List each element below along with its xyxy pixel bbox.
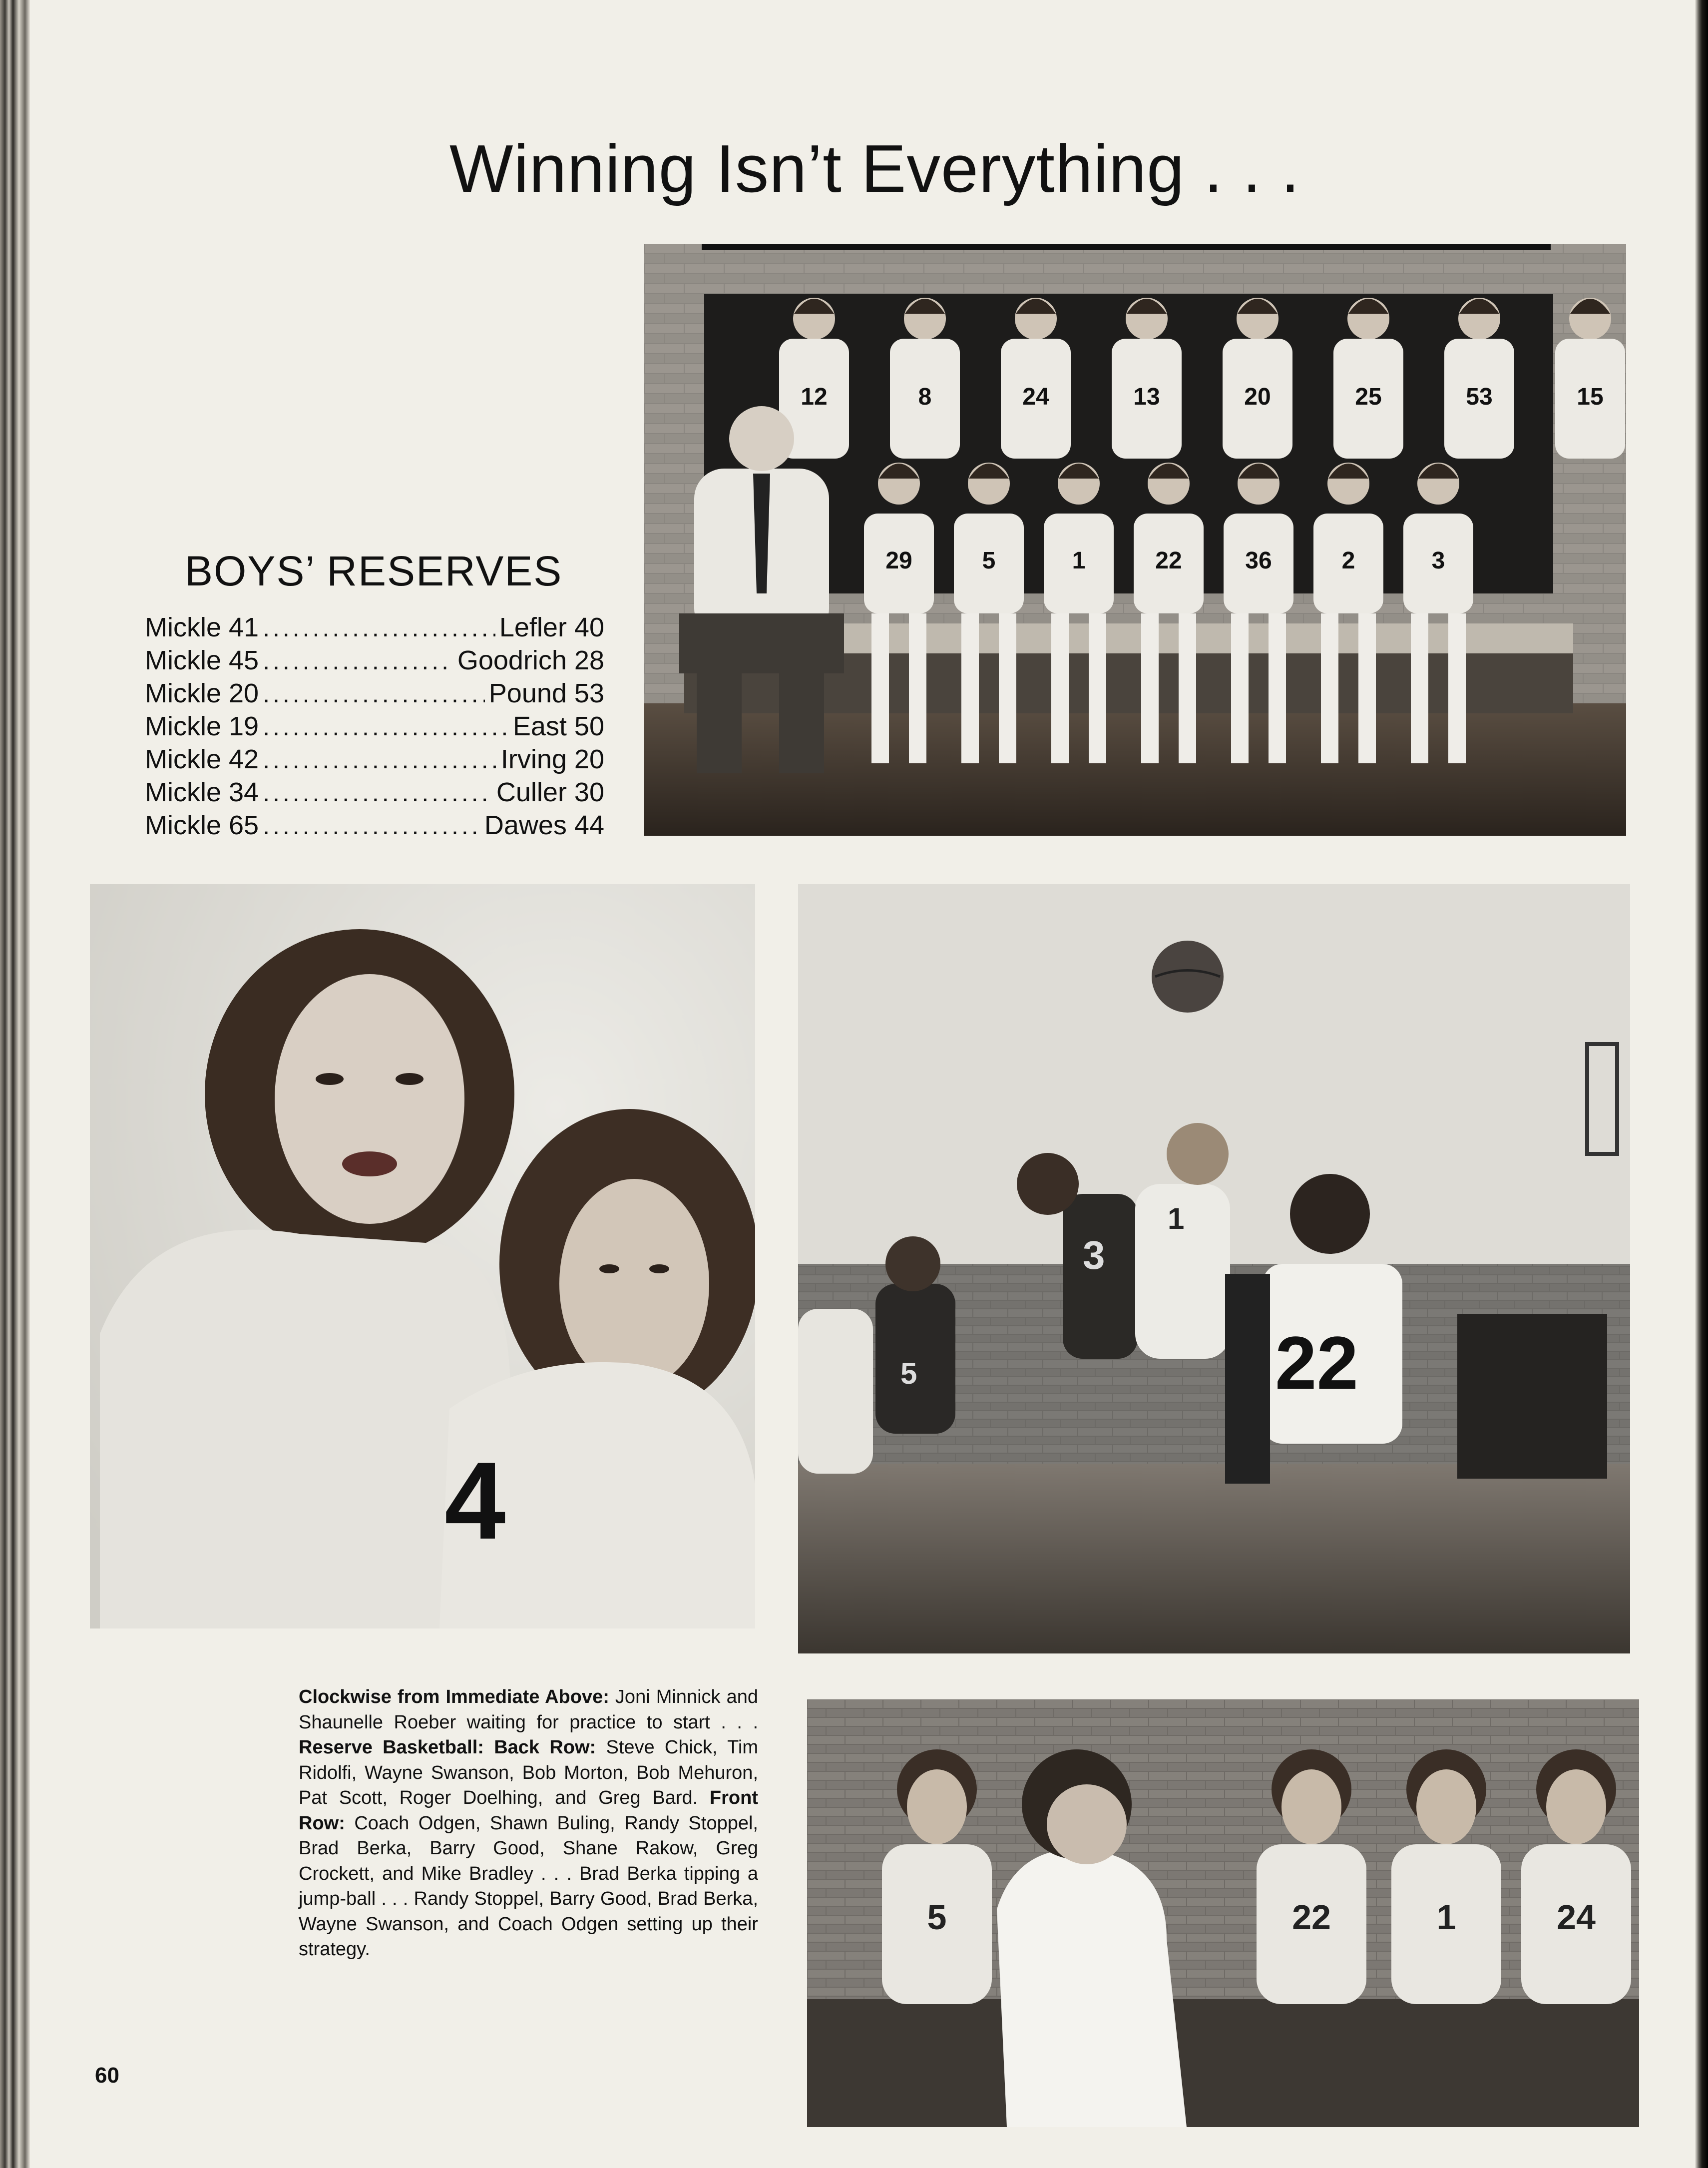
- team-score: Mickle 19: [145, 711, 259, 741]
- opponent-score: East 50: [512, 711, 604, 741]
- player-leg: [1269, 613, 1286, 763]
- page-title: Winning Isn’t Everything . . .: [449, 131, 1300, 206]
- jersey-number: 2: [1341, 547, 1355, 574]
- team-score: Mickle 34: [145, 777, 259, 807]
- team-photo: [644, 244, 1626, 836]
- opponent-score: Lefler 40: [499, 612, 604, 642]
- scores-table: [145, 612, 604, 843]
- jersey-3: 3: [1083, 1233, 1105, 1277]
- jersey-number: 53: [1466, 384, 1493, 410]
- player-face: [1416, 1769, 1476, 1844]
- reserves-heading: BOYS’ RESERVES: [185, 547, 563, 594]
- jersey-number: 3: [1431, 547, 1445, 574]
- jersey-number: 15: [1577, 384, 1604, 410]
- dot-leader: [263, 778, 492, 807]
- team-score: Mickle 42: [145, 744, 259, 774]
- player-face: [907, 1769, 967, 1844]
- caption-text: Steve Chick, Tim Ridolfi, Wayne Swanson, Bob Morton, Bob Mehuron, Pat Scott, Roger Doelhing, and Greg Bard.: [299, 1737, 758, 1808]
- score-row: [145, 777, 604, 810]
- player-leg: [1231, 613, 1249, 763]
- player-leg: [1411, 613, 1428, 763]
- player: [1391, 1749, 1501, 2004]
- opponent-score: Culler 30: [496, 777, 604, 807]
- page-number: 60: [95, 2063, 119, 2088]
- score-row: [145, 678, 604, 711]
- jersey-number: 12: [801, 384, 828, 410]
- girls-photo: [90, 884, 755, 1628]
- caption-label: Clockwise from Immediate Above:: [299, 1686, 609, 1707]
- player: [1257, 1749, 1366, 2004]
- team-score: Mickle 41: [145, 612, 259, 642]
- player: [882, 1749, 992, 2004]
- team-score: Mickle 65: [145, 810, 259, 840]
- score-row: [145, 711, 604, 744]
- page-edge: [1695, 0, 1708, 2168]
- huddle-photo: [807, 1699, 1639, 2127]
- player-face: [1546, 1769, 1606, 1844]
- jersey-number: 24: [1557, 1898, 1596, 1937]
- player-leg: [961, 613, 979, 763]
- jersey-number: 24: [1022, 384, 1049, 410]
- caption-text: Coach Odgen, Shawn Buling, Randy Stoppel, Brad Berka, Barry Good, Shane Rakow, Greg Crockett, and Mike Bradley . . . Brad Berka tipping a jump-ball . . . Randy Stoppel, Barry Good, Brad Berka, Wayne Swanson, and Coach Odgen setting up their strategy.: [299, 1812, 758, 1960]
- jumpball-photo: [798, 884, 1630, 1653]
- opponent-score: Goodrich 28: [457, 645, 604, 675]
- player-leg: [999, 613, 1016, 763]
- dot-leader: [263, 679, 485, 708]
- jersey-number: 13: [1133, 384, 1160, 410]
- player-leg: [871, 613, 889, 763]
- jersey-number: 29: [885, 547, 912, 574]
- score-row: [145, 744, 604, 777]
- dot-leader: [263, 646, 453, 675]
- jersey-number: 5: [927, 1898, 947, 1937]
- photo-caption: [299, 1684, 758, 1962]
- player: [1521, 1749, 1631, 2004]
- player-leg: [1321, 613, 1338, 763]
- dot-leader: [263, 745, 497, 774]
- dot-leader: [263, 811, 480, 840]
- jersey-number: 22: [1155, 547, 1182, 574]
- player-face: [1281, 1769, 1341, 1844]
- jersey-22: 22: [1275, 1321, 1358, 1405]
- opponent-score: Dawes 44: [484, 810, 604, 840]
- girl-jersey-number: 4: [444, 1439, 506, 1562]
- player-leg: [1089, 613, 1106, 763]
- team-score: Mickle 20: [145, 678, 259, 708]
- caption-label: Reserve Basketball: Back Row:: [299, 1737, 596, 1758]
- player-leg: [1448, 613, 1466, 763]
- jersey-number: 20: [1244, 384, 1271, 410]
- player-leg: [1358, 613, 1376, 763]
- jersey-5: 5: [900, 1357, 917, 1390]
- opponent-score: Irving 20: [500, 744, 604, 774]
- jersey-number: 1: [1072, 547, 1086, 574]
- jersey-number: 36: [1245, 547, 1272, 574]
- jersey-number: 5: [982, 547, 996, 574]
- book-spine: [0, 0, 30, 2168]
- dot-leader: [263, 613, 495, 642]
- score-row: [145, 612, 604, 645]
- dot-leader: [263, 712, 509, 741]
- jersey-1: 1: [1168, 1202, 1185, 1235]
- score-row: [145, 810, 604, 843]
- jersey-number: 8: [918, 384, 932, 410]
- caption-text: Joni Minnick and Shaunelle Roeber waiting for practice to start . . .: [299, 1686, 758, 1733]
- jersey-number: 1: [1436, 1898, 1456, 1937]
- jersey-number: 22: [1292, 1898, 1331, 1937]
- opponent-score: Pound 53: [488, 678, 604, 708]
- player-leg: [909, 613, 926, 763]
- jersey-number: 25: [1355, 384, 1382, 410]
- player-leg: [1179, 613, 1196, 763]
- caption-label: Front Row:: [299, 1787, 758, 1834]
- player-leg: [1141, 613, 1159, 763]
- score-row: [145, 645, 604, 678]
- team-score: Mickle 45: [145, 645, 259, 675]
- player-leg: [1051, 613, 1069, 763]
